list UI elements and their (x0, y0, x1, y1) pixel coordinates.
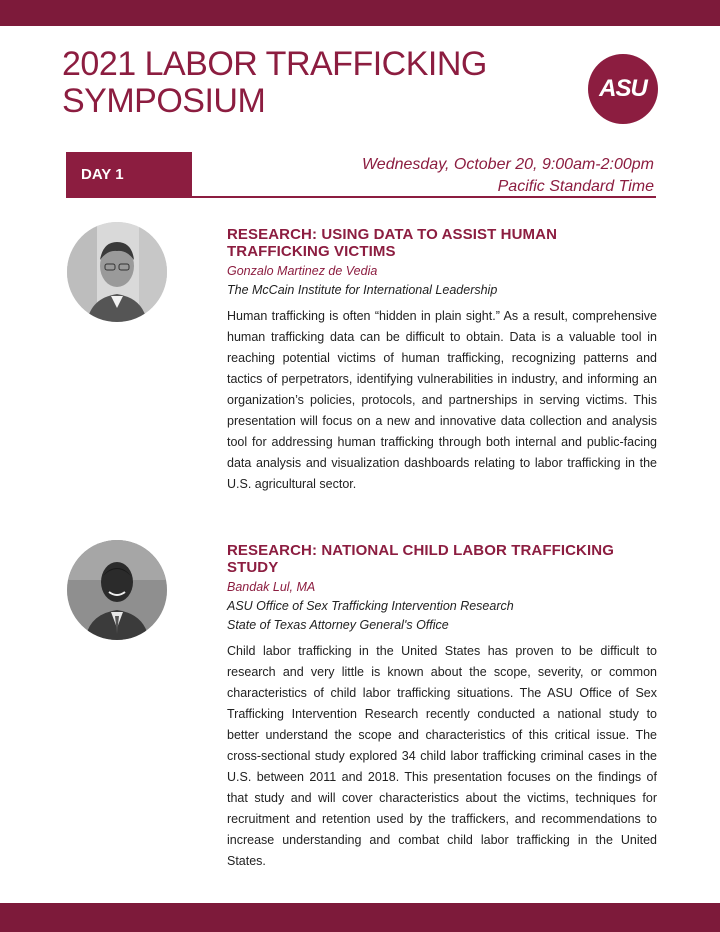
speaker-photo (67, 540, 167, 640)
talk-description: Child labor trafficking in the United States has proven to be difficult to research and very little is known about the scope, severity, or common characteristics of child labor trafficking situations. The ASU Office of Sex Trafficking Intervention Research recently conducted a national study to better understand the scope and characteristics of this critical issue. The cross-sectional study explored 34 child labor trafficking criminal cases in the U.S. between 2011 and 2018. This presentation focuses on the findings of that study and will cover characteristics about the victims, techniques for recruitment and retention used by the traffickers, and recommendations to increase understanding and combat child labor trafficking in the United States. (227, 644, 657, 868)
session-datetime (362, 154, 654, 198)
speaker-affiliation: The McCain Institute for International Leadership (227, 283, 498, 297)
speaker-portrait-image (67, 540, 167, 640)
asu-logo (588, 54, 658, 124)
talk-block (227, 226, 657, 495)
speaker-photo (67, 222, 167, 322)
session-timezone: Pacific Standard Time (497, 178, 654, 195)
bottom-banner (0, 903, 720, 932)
speaker-name: Gonzalo Martinez de Vedia (227, 264, 378, 278)
title-line-1: 2021 LABOR TRAFFICKING (62, 45, 487, 83)
talk-title: RESEARCH: NATIONAL CHILD LABOR TRAFFICKING STUDY (227, 542, 614, 576)
day-tab: DAY 1 (66, 152, 192, 198)
speaker-name: Bandak Lul, MA (227, 580, 316, 594)
title-line-2: SYMPOSIUM (62, 82, 266, 120)
speaker-affiliation: ASU Office of Sex Trafficking Intervention Research (227, 599, 514, 613)
talk-description: Human trafficking is often “hidden in plain sight.” As a result, comprehensive human trafficking data can be difficult to obtain. Data is a valuable tool in reaching potential victims of human trafficking, recognizing patterns and tactics of perpetrators, identifying vulnerabilities in industry, and informing an organization’s policies, protocols, and partnerships in serving victims. This presentation will focus on a new and innovative data collection and analysis tool for addressing human trafficking through both internal and public-facing data analysis and visualization dashboards relating to labor trafficking in the U.S. agricultural sector. (227, 309, 657, 491)
speaker-affiliation: State of Texas Attorney General's Office (227, 618, 449, 632)
speaker-portrait-image (67, 222, 167, 322)
top-banner (0, 0, 720, 26)
session-date: Wednesday, October 20, 9:00am-2:00pm (361, 156, 654, 173)
talk-title: RESEARCH: USING DATA TO ASSIST HUMAN TRAFFICKING VICTIMS (227, 226, 557, 260)
asu-logo-text: ASU (599, 75, 647, 102)
page-title (62, 46, 542, 120)
talk-block (227, 542, 657, 872)
